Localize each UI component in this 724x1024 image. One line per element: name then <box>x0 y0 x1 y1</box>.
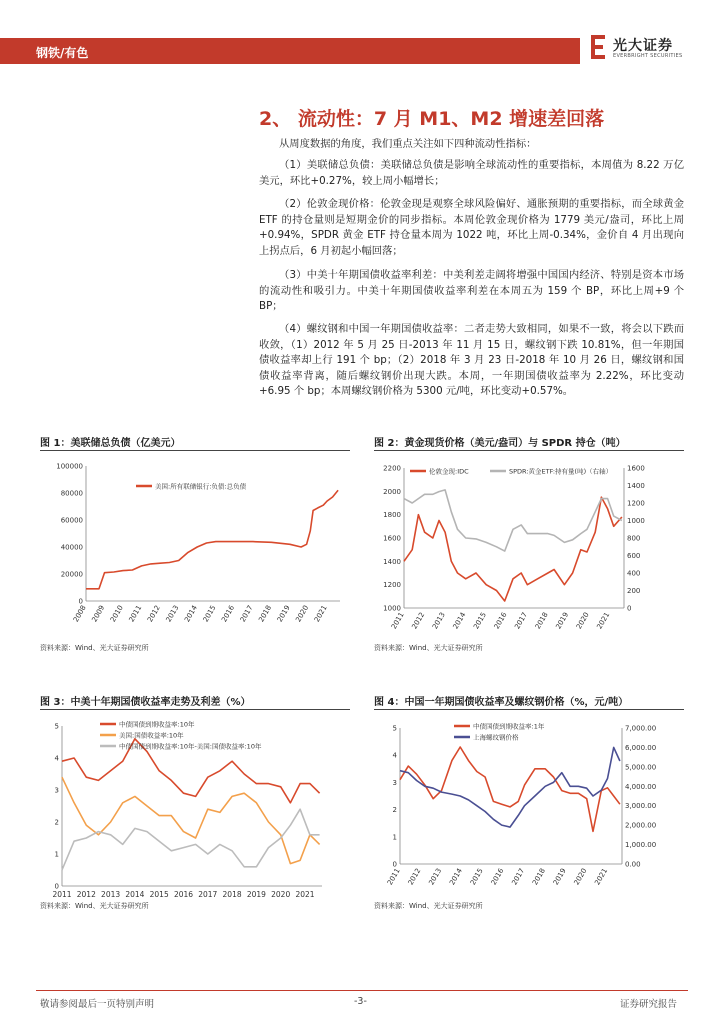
x-tick-label: 2017 <box>198 890 218 899</box>
x-tick-label: 2013 <box>431 611 447 631</box>
x-tick-label: 2012 <box>146 604 162 624</box>
figure-3-title: 图 3：中美十年期国债收益率走势及利差（%） <box>40 697 251 708</box>
y-tick-label: 1200 <box>383 581 401 590</box>
figure-2-source: 资料来源：Wind、光大证券研究所 <box>374 644 483 652</box>
y-right-tick-label: 1200 <box>627 499 645 508</box>
x-tick-label: 2019 <box>554 611 571 631</box>
series-line-2 <box>62 809 320 870</box>
figure-1-source: 资料来源：Wind、光大证券研究所 <box>40 644 149 652</box>
y-tick-label: 0 <box>78 597 83 606</box>
chart-fed-liabilities <box>40 456 350 641</box>
chart-gold-spdr <box>374 456 684 641</box>
legend-label: 中债国债到期收益率:10年-美国:国债收益率:10年 <box>119 742 262 751</box>
series-line-0 <box>86 490 338 589</box>
y-tick-label: 5 <box>54 722 59 731</box>
figure-2-rule <box>374 450 684 451</box>
y-right-tick-label: 1000 <box>627 517 645 525</box>
x-tick-label: 2020 <box>574 611 591 631</box>
paragraph-2: （2）伦敦金现价格：伦敦金现是观察全球风险偏好、通胀预期的重要指标，而全球黄金 ETF 的持仓量则是短期金价的同步指标。本周伦敦金现价格为 1779 美元/盎司，环比上周+0.94%，SPDR 黄金 ETF 持仓量本周为 1022 吨，环比上周-0.34%，金价自 4 月出现向上拐点后，6 月初起小幅回落； <box>259 198 684 257</box>
x-tick-label: 2018 <box>257 604 274 624</box>
x-tick-label: 2020 <box>294 604 311 624</box>
x-tick-label: 2016 <box>489 867 506 887</box>
x-tick-label: 2014 <box>448 867 464 887</box>
section-heading: 2、 流动性：7 月 M1、M2 增速差回落 <box>259 108 605 130</box>
x-tick-label: 2016 <box>173 890 194 899</box>
brand-name: 光大证券 <box>613 38 673 54</box>
y-tick-label: 1 <box>54 850 59 859</box>
x-tick-label: 2019 <box>275 604 292 624</box>
legend-label: 伦敦金现:IDC <box>429 467 469 476</box>
x-tick-label: 2018 <box>533 611 550 631</box>
footer-report-type: 证券研究报告 <box>620 999 678 1010</box>
y-tick-label: 2 <box>392 806 397 815</box>
y-tick-label: 2200 <box>383 464 401 473</box>
figure-4-rule <box>374 709 684 710</box>
series-line-1 <box>400 747 620 827</box>
legend-label: 中债国债到期收益率:1年 <box>473 722 545 731</box>
figure-1-rule <box>40 450 350 451</box>
figure-4-source: 资料来源：Wind、光大证券研究所 <box>374 902 483 910</box>
y-tick-label: 1000 <box>383 604 401 613</box>
y-right-tick-label: 1,000.00 <box>625 841 657 850</box>
legend-label: 美国:所有联储银行:负债:总负债 <box>155 482 247 491</box>
figure-3-rule <box>40 709 350 710</box>
y-tick-label: 3 <box>392 778 397 787</box>
y-right-tick-label: 5,000.00 <box>625 763 657 772</box>
x-tick-label: 2021 <box>595 611 612 631</box>
y-right-tick-label: 800 <box>627 534 641 543</box>
y-tick-label: 100000 <box>56 462 83 471</box>
paragraph-intro: 从周度数据的角度，我们重点关注如下四种流动性指标： <box>279 138 537 150</box>
y-right-tick-label: 3,000.00 <box>625 802 657 811</box>
y-tick-label: 1400 <box>383 557 401 566</box>
series-line-1 <box>404 490 622 551</box>
x-tick-label: 2014 <box>125 890 145 899</box>
paragraph-1: （1）美联储总负债：美联储总负债是影响全球流动性的重要指标，本周值为 8.22 万亿美元，环比+0.27%，较上周小幅增长； <box>259 159 684 187</box>
x-tick-label: 2012 <box>410 611 427 631</box>
y-tick-label: 40000 <box>60 543 83 552</box>
x-tick-label: 2011 <box>127 604 144 624</box>
x-tick-label: 2017 <box>510 867 527 887</box>
x-tick-label: 2014 <box>183 604 199 624</box>
y-right-tick-label: 400 <box>627 569 641 578</box>
legend-label: 上海螺纹钢价格 <box>473 733 519 742</box>
x-tick-label: 2013 <box>101 890 121 899</box>
figure-4-title: 图 4：中国一年期国债收益率及螺纹钢价格（%，元/吨） <box>374 697 629 708</box>
x-tick-label: 2015 <box>149 890 169 899</box>
chart-cn-1y-rebar <box>374 714 684 899</box>
x-tick-label: 2012 <box>76 890 96 899</box>
x-tick-label: 2018 <box>531 867 547 887</box>
series-line-1 <box>62 777 320 863</box>
x-tick-label: 2011 <box>52 890 72 899</box>
legend-label: SPDR:黄金ETF:持有量(吨)（右轴） <box>509 467 613 476</box>
y-tick-label: 0 <box>54 882 59 891</box>
x-tick-label: 2008 <box>71 604 88 624</box>
x-tick-label: 2020 <box>271 890 291 899</box>
x-tick-label: 2013 <box>427 867 444 887</box>
y-tick-label: 20000 <box>60 570 83 579</box>
paragraph-3: （3）中美十年期国债收益率利差：中美利差走阔将增强中国国内经济、特别是资本市场的流动性和吸引力。中美十年期国债收益率利差在本周五为 159 个 BP，环比上周+9 个 BP； <box>259 269 684 312</box>
x-tick-label: 2010 <box>108 604 125 624</box>
x-tick-label: 2017 <box>513 611 530 631</box>
section-label: 钢铁/有色 <box>36 46 89 60</box>
figure-1-title: 图 1：美联储总负债（亿美元） <box>40 438 181 449</box>
x-tick-label: 2019 <box>246 890 266 899</box>
y-tick-label: 1 <box>392 833 397 842</box>
brand-name-en: EVERBRIGHT SECURITIES <box>613 53 683 59</box>
x-tick-label: 2021 <box>295 890 315 899</box>
y-right-tick-label: 1600 <box>627 464 645 473</box>
y-tick-label: 60000 <box>60 516 83 525</box>
y-right-tick-label: 200 <box>627 587 641 595</box>
y-right-tick-label: 4,000.00 <box>625 782 657 791</box>
legend-label: 中债国债到期收益率:10年 <box>119 720 195 729</box>
y-right-tick-label: 0 <box>627 604 632 613</box>
y-tick-label: 2000 <box>383 487 401 496</box>
x-tick-label: 2016 <box>492 611 509 631</box>
y-tick-label: 5 <box>392 724 397 733</box>
x-tick-label: 2013 <box>164 604 181 624</box>
x-tick-label: 2021 <box>312 604 329 624</box>
x-tick-label: 2011 <box>385 867 402 887</box>
y-right-tick-label: 7,000.00 <box>625 724 657 733</box>
y-tick-label: 2 <box>54 818 59 827</box>
legend-label: 美国:国债收益率:10年 <box>119 731 184 740</box>
x-tick-label: 2018 <box>222 890 242 899</box>
y-right-tick-label: 1400 <box>627 482 645 490</box>
paragraph-4: （4）螺纹钢和中国一年期国债收益率：二者走势大致相同，如果不一致，将会以下跌而收敛，（1）2012 年 5 月 25 日-2013 年 11 月 15 日，螺纹钢下跌 10.81%，但一年期国债收益率却上行 191 个 bp；（2）2018 年 3 月 23 日-2018 年 10 月 26 日，螺纹钢和国债收益率背离，随后螺纹钢价出现大跌。本周，一年期国债收益率为 2.22%，环比变动+6.95 个 bp；本周螺纹钢价格为 5300 元/吨，环比变动+0.57%。 <box>259 323 684 397</box>
x-tick-label: 2015 <box>468 867 485 887</box>
y-right-tick-label: 600 <box>627 552 641 560</box>
footer-rule <box>36 990 688 991</box>
y-tick-label: 4 <box>392 751 397 760</box>
y-tick-label: 3 <box>54 786 59 795</box>
x-tick-label: 2015 <box>472 611 488 631</box>
y-tick-label: 4 <box>54 754 59 763</box>
figure-2-title: 图 2：黄金现货价格（美元/盎司）与 SPDR 持仓（吨） <box>374 438 626 449</box>
x-tick-label: 2009 <box>90 604 107 624</box>
brand-logo <box>589 33 699 63</box>
x-tick-label: 2012 <box>406 867 423 887</box>
y-right-tick-label: 6,000.00 <box>625 743 657 752</box>
y-tick-label: 0 <box>392 860 397 869</box>
x-tick-label: 2020 <box>572 867 589 887</box>
x-tick-label: 2014 <box>451 611 468 631</box>
brand-logo-icon <box>589 35 607 59</box>
page-number: -3- <box>354 996 367 1007</box>
series-line-0 <box>404 497 622 601</box>
y-right-tick-label: 2,000.00 <box>625 821 657 830</box>
y-tick-label: 1800 <box>383 511 401 520</box>
footer-disclaimer: 敬请参阅最后一页特别声明 <box>40 999 155 1010</box>
x-tick-label: 2017 <box>238 604 255 624</box>
x-tick-label: 2019 <box>551 867 568 887</box>
y-right-tick-label: 0.00 <box>625 860 641 869</box>
y-tick-label: 1600 <box>383 534 401 543</box>
x-tick-label: 2011 <box>389 611 406 631</box>
chart-cn-us-10y <box>40 714 350 899</box>
x-tick-label: 2016 <box>220 604 237 624</box>
y-tick-label: 80000 <box>60 489 83 498</box>
x-tick-label: 2015 <box>201 604 218 624</box>
x-tick-label: 2021 <box>593 867 610 887</box>
figure-3-source: 资料来源：Wind、光大证券研究所 <box>40 902 149 910</box>
